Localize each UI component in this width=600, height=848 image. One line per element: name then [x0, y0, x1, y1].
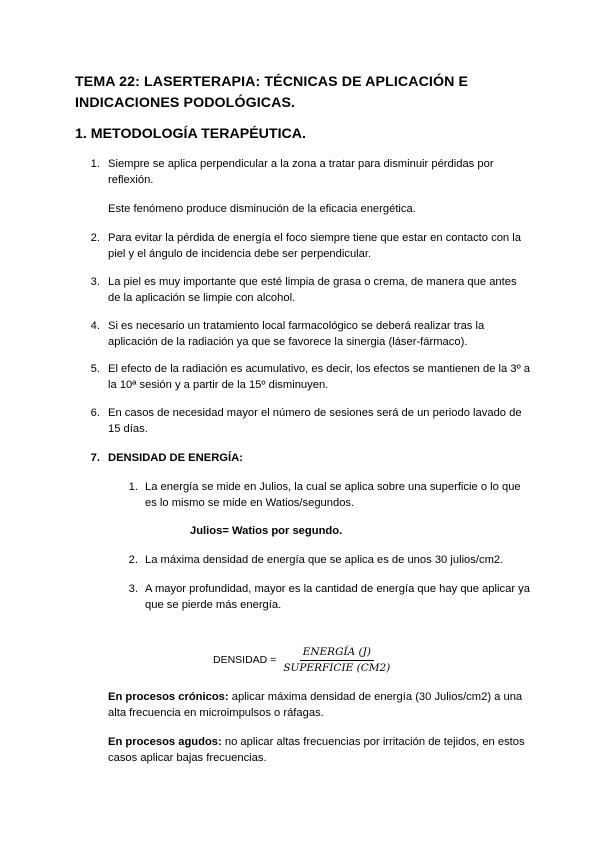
chronic-processes-label: En procesos crónicos: — [108, 691, 229, 703]
sublist-item-1 — [145, 480, 521, 511]
sublist-item-2: La máxima densidad de energía que se aplica es de unos 30 julios/cm2. — [145, 554, 504, 566]
section-heading-methodology: 1. METODOLOGÍA TERAPÉUTICA. — [75, 126, 306, 142]
list-item-1-note: Este fenómeno produce disminución de la eficacia energética. — [108, 203, 416, 215]
list-item-text: Para evitar la pérdida de energía el foco siempre tiene que estar en contacto con la — [108, 232, 521, 244]
list-item-text: 15 días. — [108, 422, 148, 435]
list-item-text: Si es necesario un tratamiento local farmacológico se deberá realizar tras la — [108, 320, 485, 332]
title-line-2: INDICACIONES PODOLÓGICAS. — [75, 95, 296, 111]
list-item-text: En casos de necesidad mayor el número de sesiones será de un periodo lavado de — [108, 407, 522, 419]
title-line-1: TEMA 22: LASERTERAPIA: TÉCNICAS DE APLICACIÓN E — [75, 74, 469, 90]
list-item-text: de la aplicación se limpie con alcohol. — [108, 291, 296, 304]
sublist-item-text: La energía se mide en Julios, la cual se aplica sobre una superficie o lo que — [145, 481, 521, 493]
sublist-item-number: 2. — [128, 554, 138, 566]
acute-processes-text: casos aplicar bajas frecuencias. — [108, 751, 267, 764]
sublist-item-text: que se pierde más energía. — [145, 598, 282, 611]
list-item-number: 6. — [90, 407, 100, 419]
list-item-text: La piel es muy importante que esté limpia de grasa o crema, de manera que antes — [108, 276, 517, 288]
list-item-text: El efecto de la radiación es acumulativo, es decir, los efectos se mantienen de la 3º a — [108, 363, 530, 375]
acute-processes-text: no aplicar altas frecuencias por irritación de tejidos, en estos — [221, 736, 525, 748]
list-item-number: 1. — [90, 158, 100, 170]
chronic-processes-text: aplicar máxima densidad de energía (30 Julios/cm2) a una — [228, 691, 523, 703]
list-item-2 — [108, 231, 521, 262]
sublist-item-text: A mayor profundidad, mayor es la cantidad de energía que hay que aplicar ya — [145, 583, 530, 595]
sublist-item-number: 3. — [128, 583, 138, 595]
formula-label: DENSIDAD = — [213, 654, 277, 666]
energy-density-formula — [213, 645, 393, 675]
formula-numerator: ENERGÍA (J) — [300, 646, 374, 661]
list-item-text: la 10ª sesión y a partir de la 15º disminuyen. — [108, 378, 329, 391]
acute-processes-label: En procesos agudos: — [108, 736, 222, 748]
joules-definition: Julios= Watios por segundo. — [190, 525, 343, 537]
list-item-number: 2. — [90, 232, 100, 244]
formula-denominator: SUPERFICIE (CM2) — [283, 661, 391, 674]
list-item-text: reflexión. — [108, 173, 154, 186]
list-item-number: 4. — [90, 320, 100, 332]
list-item-text: aplicación de la radiación ya que se favorece la sinergia (láser-fármaco). — [108, 335, 468, 348]
list-item-text: Siempre se aplica perpendicular a la zona a tratar para disminuir pérdidas por — [108, 158, 494, 170]
list-item-number: 5. — [90, 363, 100, 375]
sublist-item-number: 1. — [128, 481, 138, 493]
document-title — [75, 72, 545, 114]
energy-density-heading: DENSIDAD DE ENERGÍA: — [108, 452, 243, 464]
acute-processes-paragraph — [108, 735, 548, 766]
list-item-6 — [108, 406, 522, 437]
formula-fraction — [280, 646, 393, 675]
sublist-item-3 — [145, 582, 530, 613]
chronic-processes-text: alta frecuencia en microimpulsos o ráfagas. — [108, 706, 324, 719]
list-item-text: piel y el ángulo de incidencia debe ser perpendicular. — [108, 247, 372, 260]
list-item-5 — [108, 362, 530, 393]
list-item-number: 7. — [90, 452, 100, 464]
list-item-1 — [108, 157, 494, 188]
list-item-4 — [108, 319, 484, 350]
sublist-item-text: es lo mismo se mide en Watios/segundos. — [145, 496, 355, 509]
chronic-processes-paragraph — [108, 690, 548, 721]
list-item-number: 3. — [90, 276, 100, 288]
list-item-3 — [108, 275, 517, 306]
